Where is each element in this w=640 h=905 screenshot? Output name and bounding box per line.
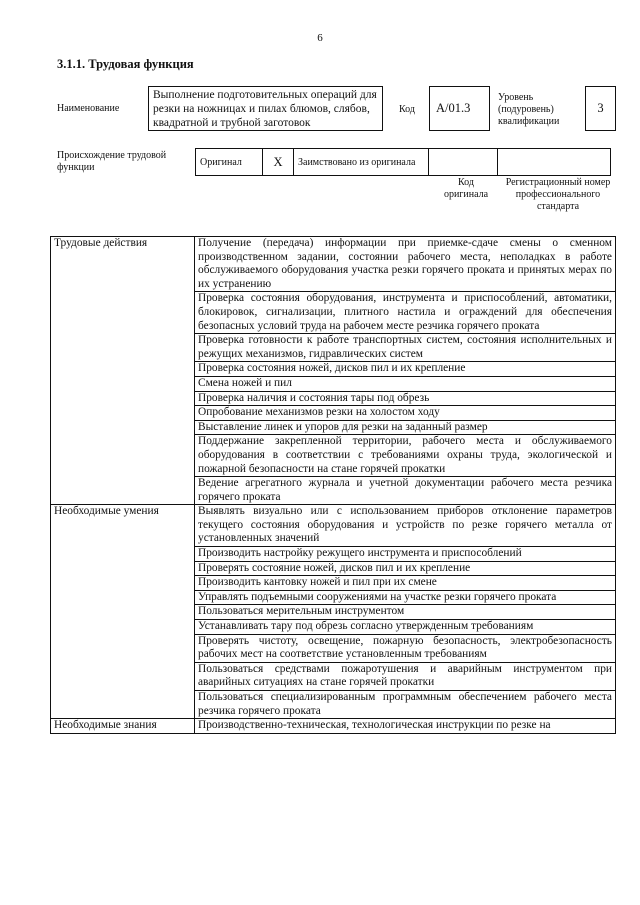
category-label: Необходимые знания — [51, 719, 195, 734]
level-label: Уровень (подуровень) квалификации — [498, 92, 560, 127]
item-text: Производить настройку режущего инструмента и приспособлений — [195, 547, 616, 562]
original-mark: X — [263, 149, 294, 176]
item-text: Ведение агрегатного журнала и учетной документации рабочего места резчика горячего проката — [195, 477, 616, 505]
item-text: Проверять чистоту, освещение, пожарную безопасность, электробезопасность рабочих мест на соответствие установленным требованиям — [195, 634, 616, 662]
category-label: Трудовые действия — [51, 237, 195, 505]
item-text: Опробование механизмов резки на холостом ходу — [195, 406, 616, 421]
item-text: Выставление линек и упоров для резки на заданный размер — [195, 420, 616, 435]
item-text: Получение (передача) информации при приемке-сдаче смены о сменном производственном задании, состоянии рабочего места, неполадках в работе обслуживаемого оборудования участка резки горячего проката и принятых мерах по их устранению — [195, 237, 616, 292]
table-row — [51, 719, 616, 734]
item-text: Производить кантовку ножей и пил при их смене — [195, 576, 616, 591]
origin-label: Происхождение трудовой функции — [57, 150, 167, 173]
section-title: 3.1.1. Трудовая функция — [57, 57, 194, 71]
name-label: Наименование — [57, 103, 120, 114]
category-label: Необходимые умения — [51, 505, 195, 719]
item-text: Управлять подъемными сооружениями на участке резки горячего проката — [195, 590, 616, 605]
item-text: Поддержание закрепленной территории, рабочего места и обслуживаемого оборудования в соответствии с требованиями охраны труда, экологической и пожарной безопасности на стане горячей прокатки — [195, 435, 616, 477]
page-number: 6 — [317, 32, 323, 44]
original-label: Оригинал — [196, 149, 263, 176]
table-row — [51, 505, 616, 547]
item-text: Проверять состояние ножей, дисков пил и их крепление — [195, 561, 616, 576]
table-row — [51, 237, 616, 292]
qualification-level: 3 — [585, 86, 616, 131]
item-text: Производственно-техническая, технологическая инструкции по резке на — [195, 719, 616, 734]
origin-table — [195, 148, 611, 176]
item-text: Проверка состояния оборудования, инструмента и приспособлений, автоматики, блокировок, сигнализации, плитного настила и ограждений для обеспечения безопасных условий труда на рабочем месте резчика горячего проката — [195, 292, 616, 334]
item-text: Пользоваться мерительным инструментом — [195, 605, 616, 620]
item-text: Проверка наличия и состояния тары под обрезь — [195, 391, 616, 406]
item-text: Проверка состояния ножей, дисков пил и их крепление — [195, 362, 616, 377]
item-text: Устанавливать тару под обрезь согласно утвержденным требованиям — [195, 620, 616, 635]
borrowed-label: Заимствовано из оригинала — [294, 149, 429, 176]
item-text: Проверка готовности к работе транспортных систем, состояния исполнительных и режущих механизмов, гидравлических систем — [195, 334, 616, 362]
code-caption: Код оригинала — [443, 177, 489, 200]
function-name: Выполнение подготовительных операций для резки на ножницах и пилах блюмов, слябов, квадратной и трубной заготовок — [148, 86, 383, 131]
reg-number-cell — [498, 149, 611, 176]
reg-caption: Регистрационный номер профессионального стандарта — [505, 177, 611, 212]
original-code-cell — [429, 149, 498, 176]
item-text: Выявлять визуально или с использованием приборов отклонение параметров текущего состояния оборудования и устройств по резке горячего металла от установленных значений — [195, 505, 616, 547]
function-code: А/01.3 — [429, 86, 490, 131]
item-text: Смена ножей и пил — [195, 376, 616, 391]
item-text: Пользоваться средствами пожаротушения и аварийным инструментом при аварийных ситуациях на стане горячей прокатки — [195, 662, 616, 690]
code-label: Код — [399, 104, 415, 115]
item-text: Пользоваться специализированным программным обеспечением рабочего места резчика горячего проката — [195, 691, 616, 719]
function-table — [50, 236, 616, 734]
